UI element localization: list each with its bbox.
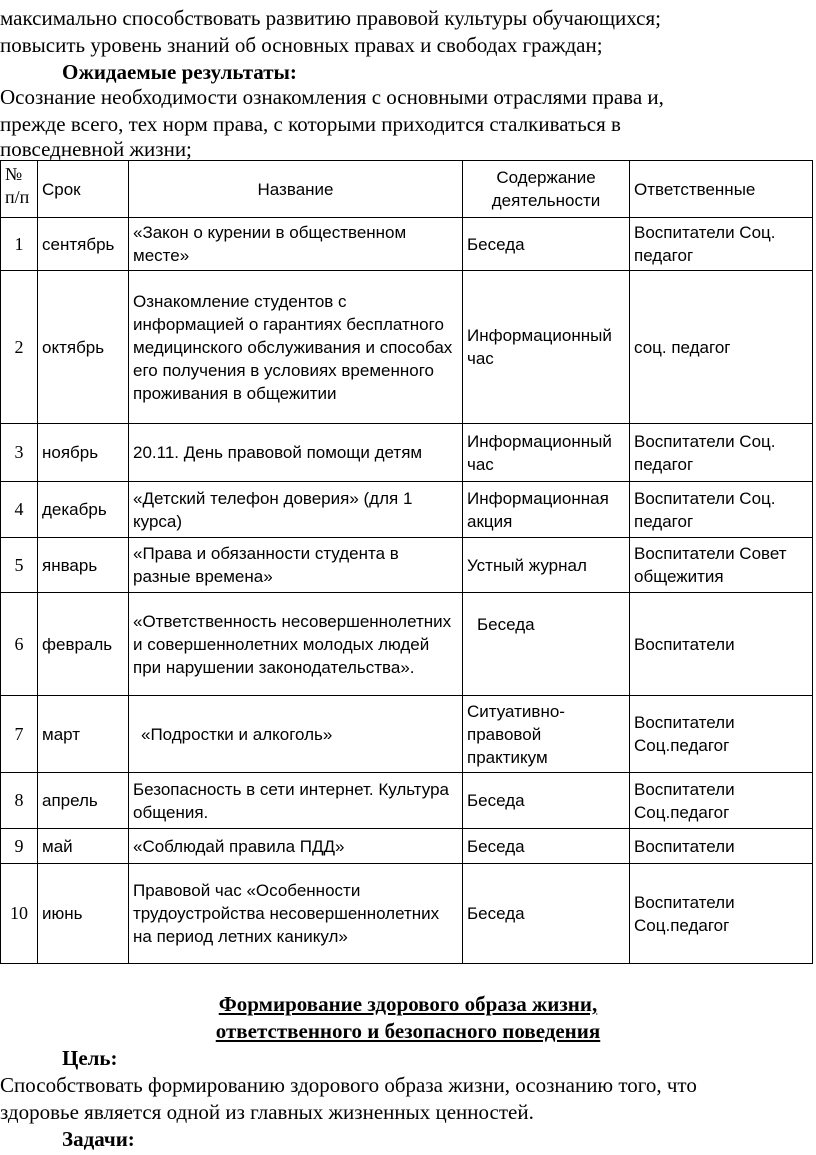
row-term: март (38, 696, 129, 773)
header-term: Срок (38, 161, 129, 218)
header-title: Название (129, 161, 463, 218)
table-row (1, 482, 813, 538)
row-title: «Детский телефон доверия» (для 1 курса) (129, 482, 463, 538)
results-line-1: Осознание необходимости ознакомления с основными отраслями права и, (0, 85, 664, 109)
row-responsible: Воспитатели Соц.педагог (630, 864, 813, 964)
row-num: 10 (1, 864, 38, 964)
row-num: 1 (1, 218, 38, 271)
table-row (1, 218, 813, 271)
row-num: 8 (1, 773, 38, 829)
row-responsible: Воспитатели Совет общежития (630, 538, 813, 593)
row-content: Беседа (463, 829, 630, 864)
header-num: № п/п (1, 161, 38, 218)
row-term: сентябрь (38, 218, 129, 271)
table-header-row (1, 161, 813, 218)
row-term: октябрь (38, 271, 129, 424)
row-responsible: Воспитатели Соц.педагог (630, 696, 813, 773)
goal-heading: Цель: (62, 1046, 118, 1070)
row-num: 5 (1, 538, 38, 593)
header-content: Содержание деятельности (463, 161, 630, 218)
table-row (1, 773, 813, 829)
row-num: 2 (1, 271, 38, 424)
row-num: 4 (1, 482, 38, 538)
results-line-2: прежде всего, тех норм права, с которыми приходится сталкиваться в (0, 112, 621, 136)
tasks-heading: Задачи: (62, 1127, 135, 1151)
row-title: «Ответственность несовершеннолетних и совершеннолетних молодых людей при нарушении законодательства». (129, 593, 463, 696)
row-responsible: Воспитатели Соц. педагог (630, 218, 813, 271)
row-title: «Подростки и алкоголь» (129, 696, 463, 773)
row-num: 7 (1, 696, 38, 773)
row-content: Ситуативно-правовой практикум (463, 696, 630, 773)
row-content: Беседа (463, 218, 630, 271)
header-responsible: Ответственные (630, 161, 813, 218)
row-title: 20.11. День правовой помощи детям (129, 424, 463, 482)
row-title: «Закон о курении в общественном месте» (129, 218, 463, 271)
results-line-3: повседневной жизни; (0, 137, 192, 161)
row-responsible: Воспитатели Соц. педагог (630, 482, 813, 538)
table-row (1, 593, 813, 696)
row-title: «Права и обязанности студента в разные времена» (129, 538, 463, 593)
row-term: май (38, 829, 129, 864)
table-row (1, 864, 813, 964)
section-title-line-1: Формирование здорового образа жизни, (218, 992, 598, 1016)
row-content: Информационная акция (463, 482, 630, 538)
row-term: июнь (38, 864, 129, 964)
row-content: Беседа (463, 593, 630, 696)
row-title: Ознакомление студентов с информацией о гарантиях бесплатного медицинского обслуживания и способах его получения в условиях временного проживания в общежитии (129, 271, 463, 424)
row-responsible: Воспитатели Соц.педагог (630, 773, 813, 829)
row-content: Беседа (463, 773, 630, 829)
table-row (1, 271, 813, 424)
row-term: апрель (38, 773, 129, 829)
section-title-line-2: ответственного и безопасного поведения (215, 1019, 601, 1043)
row-responsible: Воспитатели Соц. педагог (630, 424, 813, 482)
events-table (0, 160, 813, 964)
row-num: 3 (1, 424, 38, 482)
row-title: «Соблюдай правила ПДД» (129, 829, 463, 864)
row-content: Информационный час (463, 271, 630, 424)
row-content: Информационный час (463, 424, 630, 482)
row-content: Устный журнал (463, 538, 630, 593)
row-term: февраль (38, 593, 129, 696)
table-row (1, 829, 813, 864)
results-heading: Ожидаемые результаты: (62, 60, 297, 84)
row-title: Безопасность в сети интернет. Культура общения. (129, 773, 463, 829)
row-num: 6 (1, 593, 38, 696)
row-term: январь (38, 538, 129, 593)
row-term: декабрь (38, 482, 129, 538)
row-responsible: Воспитатели (630, 829, 813, 864)
table-row (1, 538, 813, 593)
row-term: ноябрь (38, 424, 129, 482)
row-responsible: соц. педагог (630, 271, 813, 424)
intro-line-1: максимально способствовать развитию правовой культуры обучающихся; (0, 6, 661, 30)
table-row (1, 696, 813, 773)
row-title: Правовой час «Особенности трудоустройства несовершеннолетних на период летних каникул» (129, 864, 463, 964)
intro-line-2: повысить уровень знаний об основных правах и свободах граждан; (0, 33, 603, 57)
goal-line-2: здоровье является одной из главных жизненных ценностей. (0, 1100, 534, 1124)
table-row (1, 424, 813, 482)
row-responsible: Воспитатели (630, 593, 813, 696)
row-num: 9 (1, 829, 38, 864)
row-content: Беседа (463, 864, 630, 964)
goal-line-1: Способствовать формированию здорового образа жизни, осознанию того, что (0, 1073, 697, 1097)
